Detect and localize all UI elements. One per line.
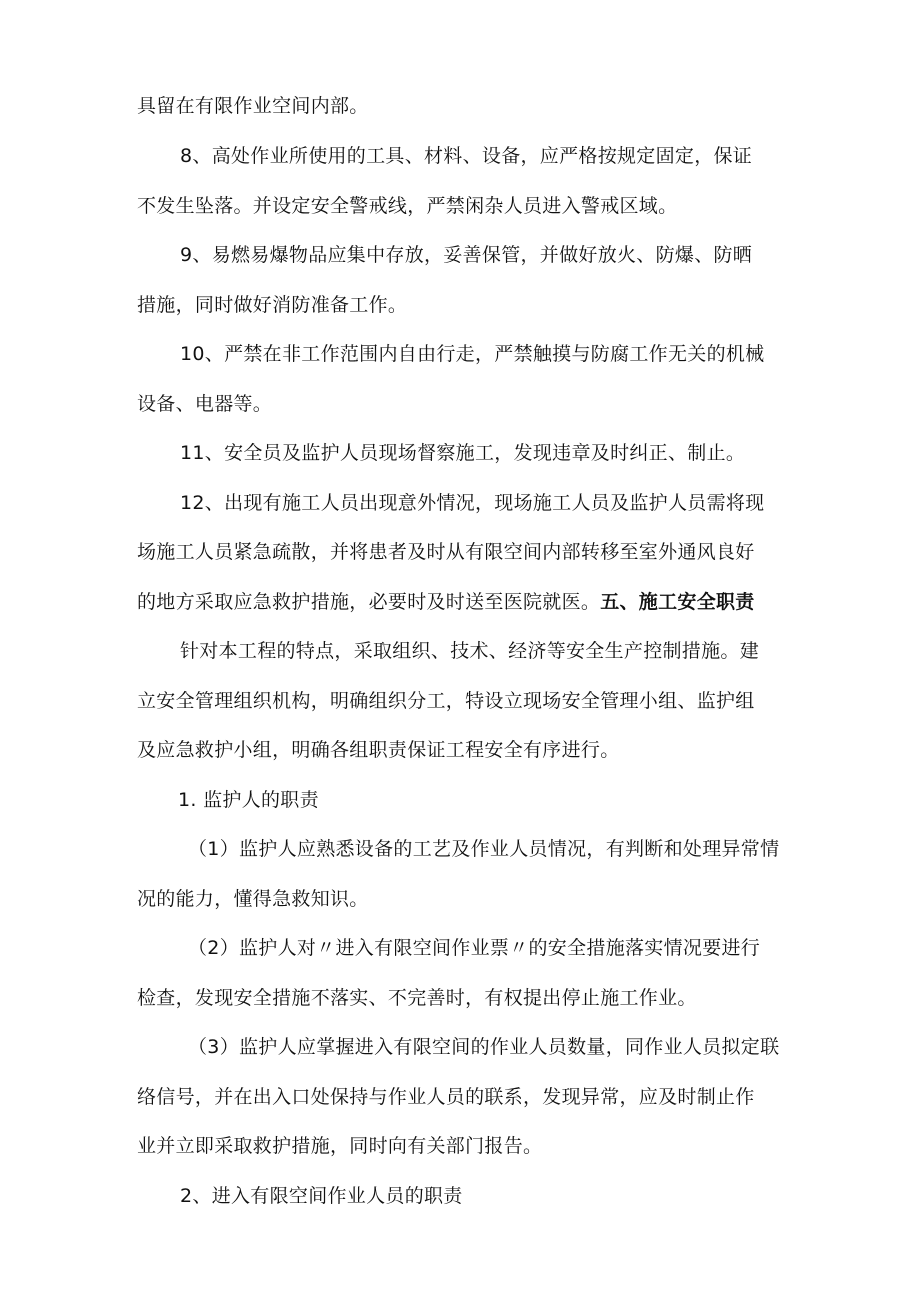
item-10-line-1: 10、严禁在非工作范围内自由行走，严禁触摸与防腐工作无关的机械: [180, 343, 765, 365]
subheading-worker-duties: 2、进入有限空间作业人员的职责: [180, 1185, 463, 1207]
item-11-line: 11、安全员及监护人员现场督察施工，发现违章及时纠正、制止。: [180, 442, 746, 464]
item-10-line-2: 设备、电器等。: [137, 393, 273, 415]
duty-1-line-1: （1）监护人应熟悉设备的工艺及作业人员情况，有判断和处理异常情: [188, 838, 780, 860]
duty-3-line-2: 络信号，并在出入口处保持与作业人员的联系，发现异常，应及时制止作: [137, 1086, 755, 1108]
section-intro-line-1: 针对本工程的特点，采取组织、技术、经济等安全生产控制措施。建: [180, 640, 760, 662]
section-intro-line-2: 立安全管理组织机构，明确组织分工，特设立现场安全管理小组、监护组: [137, 690, 755, 712]
duty-2-line-1: （2）监护人对〃进入有限空间作业票〃的安全措施落实情况要进行: [188, 937, 761, 959]
item-9-line-1: 9、易燃易爆物品应集中存放，妥善保管，并做好放火、防爆、防晒: [180, 244, 753, 266]
item-12-line-3: [137, 589, 755, 615]
duty-2-line-2: 检查，发现安全措施不落实、不完善时，有权提出停止施工作业。: [137, 987, 697, 1009]
duty-1-line-2: 况的能力，懂得急救知识。: [137, 888, 369, 910]
item-12-line-1: 12、出现有施工人员出现意外情况，现场施工人员及监护人员需将现: [180, 492, 765, 514]
item-8-line-2: 不发生坠落。并设定安全警戒线，严禁闲杂人员进入警戒区域。: [137, 195, 678, 217]
duty-3-line-3: 业并立即采取救护措施，同时向有关部门报告。: [137, 1135, 543, 1157]
subheading-guardian-duties: 1. 监护人的职责: [178, 789, 319, 811]
item-8-line-1: 8、高处作业所使用的工具、材料、设备，应严格按规定固定，保证: [180, 145, 753, 167]
section-intro-line-3: 及应急救护小组，明确各组职责保证工程安全有序进行。: [137, 739, 620, 761]
item-12-line-3-text: 的地方采取应急救护措施，必要时及时送至医院就医。: [137, 591, 601, 613]
item-12-line-2: 场施工人员紧急疏散，并将患者及时从有限空间内部转移至室外通风良好: [137, 541, 755, 563]
duty-3-line-1: （3）监护人应掌握进入有限空间的作业人员数量，同作业人员拟定联: [188, 1036, 780, 1058]
section-heading: 五、施工安全职责: [600, 591, 755, 613]
item-9-line-2: 措施，同时做好消防准备工作。: [137, 294, 408, 316]
paragraph-line: 具留在有限作业空间内部。: [137, 95, 369, 117]
